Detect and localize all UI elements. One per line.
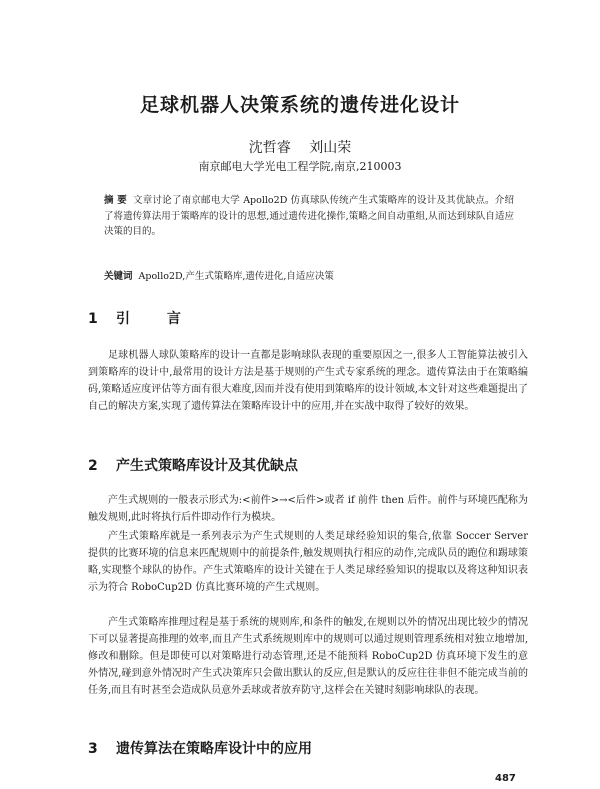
- section-number: 1: [88, 311, 98, 327]
- paragraph: 产生式规则的一般表示形式为:<前件>→<后件>或者 if 前件 then 后件。前件与环境匹配称为触发规则,此时将执行后件即动作行为模块。: [88, 495, 528, 523]
- section-heading-3: [88, 738, 312, 758]
- paragraph: 足球机器人球队策略库的设计一直都是影响球队表现的重要原因之一,很多人工智能算法被引入到策略库的设计中,最常用的设计方法是基于规则的产生式专家系统的理念。遗传算法由于在策略编码,策略适应度评估等方面有很大难度,因而并没有使用到策略库的设计领域,本文针对这些难题提出了自己的解决方案,实现了遗传算法在策略库设计中的应用,并在实战中取得了较好的效果。: [88, 350, 528, 412]
- affiliation: 南京邮电大学光电工程学院,南京,210003: [198, 160, 402, 173]
- abstract: [104, 193, 514, 240]
- section-number: 2: [88, 458, 98, 474]
- section-number: 3: [88, 741, 98, 757]
- paragraph: 产生式策略库就是一系列表示为产生式规则的人类足球经验知识的集合,依靠 Soccer Server 提供的比赛环境的信息来匹配规则中的前提条件,触发规则执行相应的动作,完成队员的跑位和踢球策略,实现整个球队的协作。产生式策略库的设计关键在于人类足球经验知识的提取以及将这种知识表示为符合 RoboCup2D 仿真比赛环境的产生式规则。: [88, 531, 528, 593]
- paragraph: 产生式策略库推理过程是基于系统的规则库,和条件的触发,在规则以外的情况出现比较少的情况下可以显著提高推理的效率,而且产生式系统规则库中的规则可以通过规则管理系统相对独立地增加,修改和删除。但是即使可以对策略进行动态管理,还是不能预料 RoboCup2D 仿真环境下发生的意外情况,碰到意外情况时产生式决策库只会做出默认的反应,但是默认的反应往往非但不能完成当前的任务,而且有时甚至会造成队员意外丢球或者放弃防守,这样会在关键时刻影响球队的表现。: [88, 617, 528, 696]
- section-heading-1: [88, 308, 197, 328]
- section-title: 产生式策略库设计及其优缺点: [116, 458, 298, 474]
- paper-title: 足球机器人决策系统的遗传进化设计: [139, 94, 460, 116]
- section-title: 遗传算法在策略库设计中的应用: [116, 741, 312, 757]
- section-heading-2: [88, 455, 298, 475]
- keywords-text: Apollo2D,产生式策略库,遗传进化,自适应决策: [138, 271, 334, 282]
- abstract-text: 文章讨论了南京邮电大学 Apollo2D 仿真球队传统产生式策略库的设计及其优缺点。介绍了将遗传算法用于策略库的设计的思想,通过遗传进化操作,策略之间自动重组,从而达到球队自适应决策的目的。: [104, 195, 514, 237]
- keywords: [104, 270, 514, 284]
- authors: 沈哲睿 刘山荣: [248, 140, 352, 156]
- section-title: 引 言: [116, 311, 197, 327]
- page-number: 487: [495, 773, 516, 784]
- abstract-label: 摘 要: [104, 195, 127, 206]
- keywords-label: 关键词: [104, 271, 133, 282]
